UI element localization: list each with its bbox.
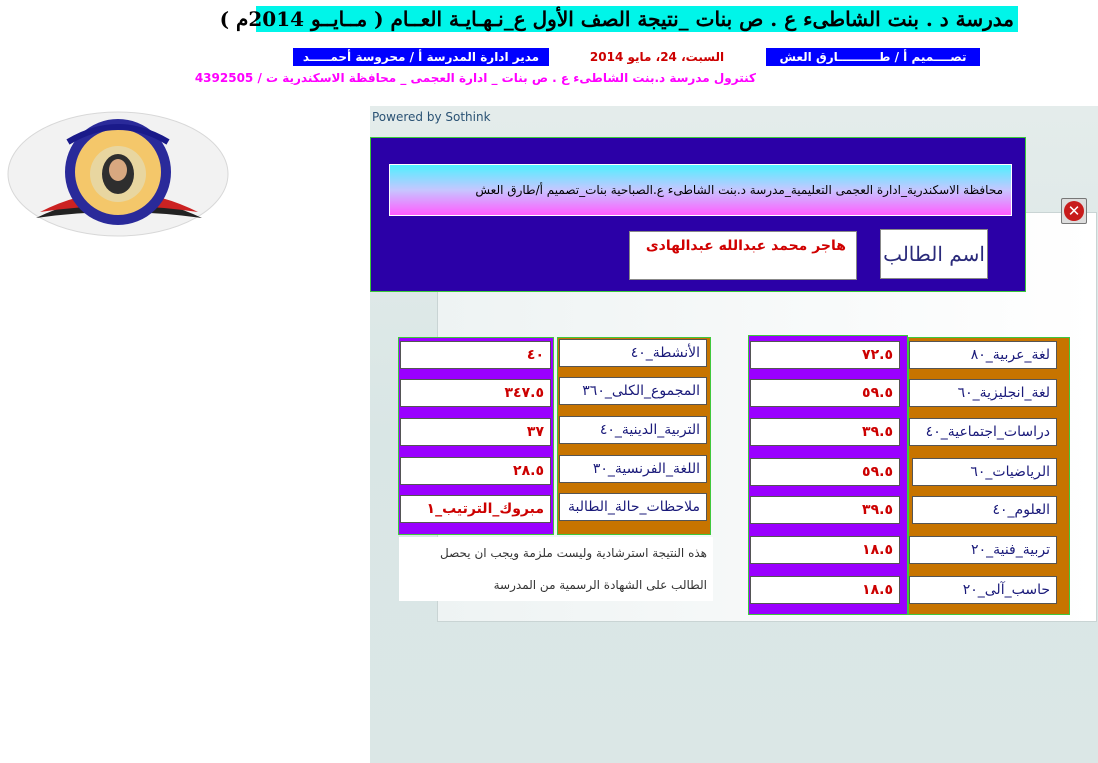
grade-art: ١٨.٥: [750, 536, 900, 564]
subject-english: لغة_انجليزية_٦٠: [909, 379, 1057, 407]
subject-activities: الأنشطة_٤٠: [559, 339, 707, 367]
grade-science: ٣٩.٥: [750, 496, 900, 524]
control-info: كنترول مدرسة د.بنت الشاطىء ع . ص بنات _ ادارة العجمى _ محافظة الاسكندرية ت / 4392505: [194, 71, 756, 85]
subject-computer: حاسب_آلى_٢٠: [909, 576, 1057, 604]
close-button[interactable]: [1061, 198, 1087, 224]
designer-credit: تصــــميم أ / طــــــــــارق العش: [766, 48, 980, 66]
student-name-label: اسم الطالب: [880, 229, 988, 279]
grade-total: ٣٤٧.٥: [400, 379, 551, 407]
grade-remarks: مبروك_الترتيب_١: [400, 495, 551, 523]
page-title: مدرسة د . بنت الشاطىء ع . ص بنات _نتيجة الصف الأول ع_نـهـايـة العــام ( مــايــو 2014م ): [256, 6, 1018, 32]
school-emblem-icon: [6, 108, 230, 244]
subject-social: دراسات_اجتماعية_٤٠: [909, 418, 1057, 446]
subject-math: الرياضيات_٦٠: [912, 458, 1057, 486]
subject-religion: التربية_الدينية_٤٠: [559, 416, 707, 444]
student-name-value: هاجر محمد عبدالله عبدالهادى: [629, 231, 857, 280]
subject-total: المجموع_الكلى_٣٦٠: [559, 377, 707, 405]
close-icon: ✕: [1064, 201, 1084, 221]
grade-activities: ٤٠: [400, 341, 551, 369]
note-line-1: هذه النتيجة استرشادية وليست ملزمة ويجب ان يحصل: [440, 546, 707, 560]
director-credit: مدير ادارة المدرسة أ / محروسة أحمـــــد: [293, 48, 549, 66]
grade-math: ٥٩.٥: [750, 458, 900, 486]
grade-arabic: ٧٢.٥: [750, 341, 900, 369]
grade-social: ٣٩.٥: [750, 418, 900, 446]
subject-arabic: لغة_عربية_٨٠: [909, 341, 1057, 369]
powered-by-label: Powered by Sothink: [372, 110, 491, 124]
school-banner: محافظة الاسكندرية_ادارة العجمى التعليمية_مدرسة د.بنت الشاطىء ع.الصباحية بنات_تصميم أ/طارق العش: [389, 164, 1012, 216]
grade-religion: ٣٧: [400, 418, 551, 446]
grade-computer: ١٨.٥: [750, 576, 900, 604]
disclaimer-note: [399, 537, 713, 601]
note-line-2: الطالب على الشهادة الرسمية من المدرسة: [493, 578, 707, 592]
subject-art: تربية_فنية_٢٠: [909, 536, 1057, 564]
date-label: السبت، 24، مايو 2014: [589, 50, 725, 64]
subject-science: العلوم_٤٠: [912, 496, 1057, 524]
subject-remarks: ملاحظات_حالة_الطالبة: [559, 493, 707, 521]
grade-french: ٢٨.٥: [400, 457, 551, 485]
school-logo: [6, 108, 230, 244]
grade-english: ٥٩.٥: [750, 379, 900, 407]
subject-french: اللغة_الفرنسية_٣٠: [559, 455, 707, 483]
